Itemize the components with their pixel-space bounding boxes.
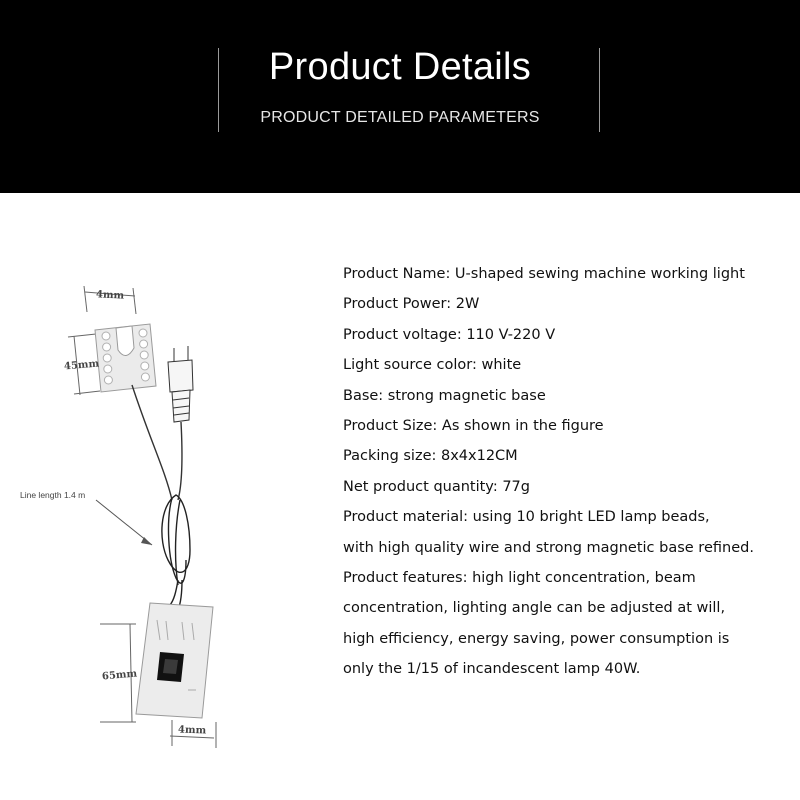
spec-line: Packing size: 8x4x12CM [343, 448, 518, 465]
spec-line: concentration, lighting angle can be adjusted at will, [343, 600, 726, 617]
spec-line: Light source color: white [343, 357, 522, 374]
top-width-label: 4mm [95, 289, 125, 302]
product-spec-list [343, 259, 793, 685]
led-bead [140, 340, 148, 348]
led-bead [104, 365, 112, 373]
line-length-note: Line length 1.4 m [20, 490, 86, 500]
spec-line: Product Size: As shown in the figure [343, 418, 604, 435]
led-bead [103, 354, 111, 362]
lamp-cable [132, 385, 172, 500]
led-bead [141, 373, 149, 381]
led-bead [102, 332, 110, 340]
power-plug [168, 346, 193, 422]
spec-line: Base: strong magnetic base [343, 387, 546, 404]
box-height-label: 65mm [101, 668, 138, 683]
plug-cable [178, 422, 182, 500]
spec-line: with high quality wire and strong magnetic base refined. [343, 539, 754, 556]
spec-line: Product Name: U-shaped sewing machine working light [343, 266, 745, 282]
product-illustration [0, 270, 320, 750]
header-banner [0, 0, 800, 193]
led-bead [141, 362, 149, 370]
page-subtitle: PRODUCT DETAILED PARAMETERS [260, 109, 540, 126]
box-width-label: 4mm [177, 724, 207, 737]
coiled-cable [162, 495, 190, 610]
spec-line: Product material: using 10 bright LED lamp beads, [343, 509, 710, 526]
spec-line: Product Power: 2W [343, 296, 480, 313]
spec-line: Product voltage: 110 V-220 V [343, 326, 556, 343]
spec-line: high efficiency, energy saving, power consumption is [343, 630, 730, 647]
led-bead [140, 351, 148, 359]
led-bead [139, 329, 147, 337]
top-height-label: 45mm [63, 358, 100, 373]
led-bead [104, 376, 112, 384]
spec-line: only the 1/15 of incandescent lamp 40W. [343, 661, 641, 678]
page-title: Product Details [268, 46, 532, 88]
spec-line: Product features: high light concentration, beam [343, 570, 696, 587]
u-lamp-head [95, 324, 156, 392]
spec-line: Net product quantity: 77g [343, 478, 530, 495]
switch-box [136, 603, 213, 718]
led-bead [103, 343, 111, 351]
